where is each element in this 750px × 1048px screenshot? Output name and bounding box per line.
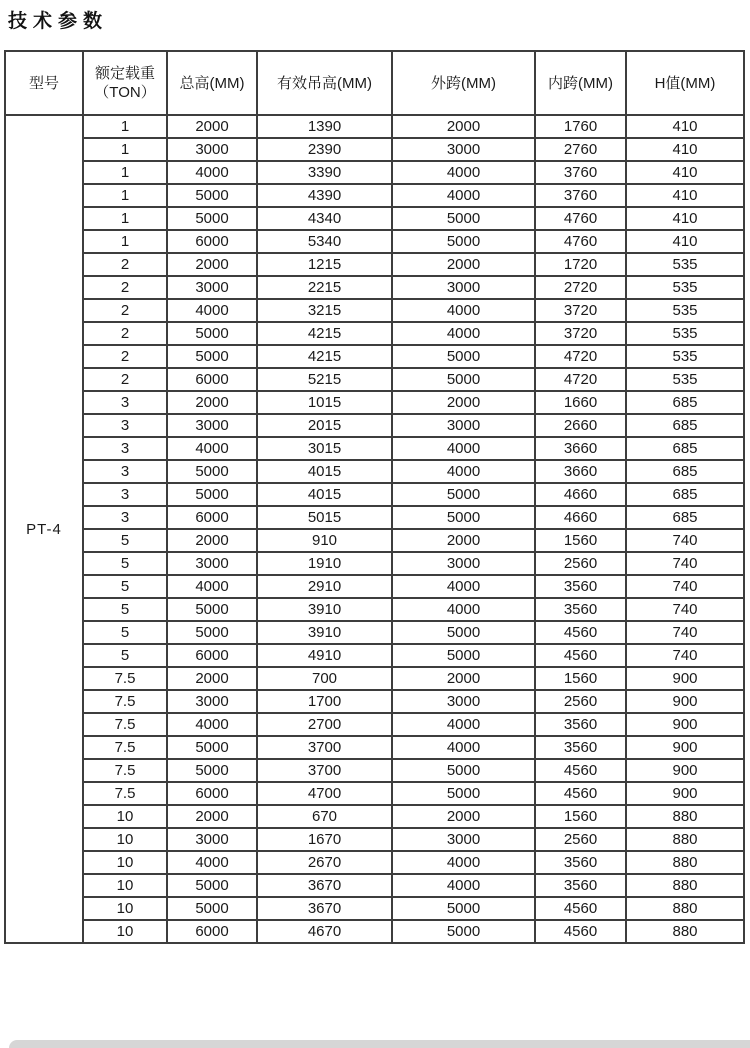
spec-cell: 1660 xyxy=(535,391,626,414)
spec-cell: 3000 xyxy=(392,552,535,575)
spec-cell: 4000 xyxy=(392,874,535,897)
spec-cell: 2670 xyxy=(257,851,392,874)
spec-cell: 10 xyxy=(83,920,167,943)
spec-cell: 7.5 xyxy=(83,759,167,782)
spec-cell: 4910 xyxy=(257,644,392,667)
spec-cell: 1670 xyxy=(257,828,392,851)
spec-cell: 4000 xyxy=(167,713,257,736)
spec-cell: 2000 xyxy=(392,391,535,414)
spec-cell: 2000 xyxy=(167,529,257,552)
spec-cell: 5000 xyxy=(392,644,535,667)
spec-cell: 2 xyxy=(83,345,167,368)
spec-cell: 1560 xyxy=(535,805,626,828)
spec-cell: 4000 xyxy=(392,851,535,874)
spec-cell: 4700 xyxy=(257,782,392,805)
spec-cell: 3215 xyxy=(257,299,392,322)
spec-cell: 5340 xyxy=(257,230,392,253)
spec-cell: 5000 xyxy=(392,506,535,529)
spec-cell: 10 xyxy=(83,897,167,920)
spec-cell: 4000 xyxy=(167,575,257,598)
spec-cell: 4000 xyxy=(392,161,535,184)
table-row xyxy=(5,322,744,345)
col-header-outer-span xyxy=(392,51,535,115)
spec-cell: 5000 xyxy=(392,621,535,644)
spec-cell: 2015 xyxy=(257,414,392,437)
spec-cell: 4000 xyxy=(392,736,535,759)
spec-cell: 685 xyxy=(626,483,744,506)
spec-cell: 670 xyxy=(257,805,392,828)
spec-cell: 535 xyxy=(626,299,744,322)
header-row xyxy=(5,51,744,115)
spec-cell: 3660 xyxy=(535,460,626,483)
spec-cell: 900 xyxy=(626,782,744,805)
spec-cell: 3000 xyxy=(392,690,535,713)
spec-cell: 3670 xyxy=(257,897,392,920)
spec-cell: 685 xyxy=(626,460,744,483)
spec-cell: 410 xyxy=(626,207,744,230)
spec-cell: 685 xyxy=(626,506,744,529)
spec-cell: 5000 xyxy=(392,483,535,506)
spec-cell: 1015 xyxy=(257,391,392,414)
spec-cell: 900 xyxy=(626,667,744,690)
spec-cell: 3 xyxy=(83,391,167,414)
spec-cell: 3760 xyxy=(535,161,626,184)
spec-cell: 7.5 xyxy=(83,736,167,759)
spec-cell: 7.5 xyxy=(83,782,167,805)
table-row xyxy=(5,736,744,759)
table-row xyxy=(5,299,744,322)
spec-cell: 4390 xyxy=(257,184,392,207)
table-row xyxy=(5,897,744,920)
spec-cell: 6000 xyxy=(167,368,257,391)
spec-cell: 2000 xyxy=(167,805,257,828)
spec-cell: 535 xyxy=(626,322,744,345)
spec-cell: 4215 xyxy=(257,345,392,368)
spec-cell: 4015 xyxy=(257,483,392,506)
spec-cell: 2660 xyxy=(535,414,626,437)
spec-cell: 3000 xyxy=(167,414,257,437)
table-row xyxy=(5,529,744,552)
spec-cell: 3720 xyxy=(535,322,626,345)
spec-cell: 2000 xyxy=(167,115,257,138)
col-header-effective-lift-height xyxy=(257,51,392,115)
spec-cell: 2000 xyxy=(392,667,535,690)
spec-cell: 535 xyxy=(626,368,744,391)
spec-cell: 3560 xyxy=(535,598,626,621)
table-row xyxy=(5,552,744,575)
spec-cell: 880 xyxy=(626,874,744,897)
spec-cell: 6000 xyxy=(167,230,257,253)
spec-cell: 1910 xyxy=(257,552,392,575)
spec-cell: 5000 xyxy=(392,920,535,943)
spec-cell: 10 xyxy=(83,851,167,874)
spec-cell: 2910 xyxy=(257,575,392,598)
spec-cell: 2 xyxy=(83,368,167,391)
spec-cell: 2000 xyxy=(392,805,535,828)
spec-cell: 4720 xyxy=(535,345,626,368)
spec-cell: 4340 xyxy=(257,207,392,230)
spec-cell: 7.5 xyxy=(83,667,167,690)
spec-cell: 7.5 xyxy=(83,690,167,713)
spec-cell: 2390 xyxy=(257,138,392,161)
table-row xyxy=(5,851,744,874)
spec-cell: 3910 xyxy=(257,621,392,644)
spec-cell: 685 xyxy=(626,437,744,460)
spec-cell: 3000 xyxy=(392,414,535,437)
spec-cell: 1700 xyxy=(257,690,392,713)
spec-cell: 5000 xyxy=(392,368,535,391)
table-row xyxy=(5,184,744,207)
spec-cell: 3560 xyxy=(535,713,626,736)
spec-cell: 1 xyxy=(83,230,167,253)
spec-cell: 1 xyxy=(83,161,167,184)
spec-cell: 4560 xyxy=(535,782,626,805)
table-row xyxy=(5,437,744,460)
spec-cell: 6000 xyxy=(167,920,257,943)
spec-cell: 3000 xyxy=(392,276,535,299)
spec-cell: 3390 xyxy=(257,161,392,184)
spec-cell: 2000 xyxy=(392,253,535,276)
spec-cell: 2 xyxy=(83,299,167,322)
table-row xyxy=(5,782,744,805)
section-divider xyxy=(9,1040,750,1048)
spec-cell: 3 xyxy=(83,506,167,529)
spec-cell: 3 xyxy=(83,460,167,483)
table-row xyxy=(5,575,744,598)
table-row xyxy=(5,207,744,230)
spec-cell: 535 xyxy=(626,253,744,276)
spec-cell: 5000 xyxy=(167,460,257,483)
spec-cell: 4760 xyxy=(535,230,626,253)
spec-cell: 10 xyxy=(83,805,167,828)
spec-cell: 880 xyxy=(626,851,744,874)
spec-cell: 3000 xyxy=(167,138,257,161)
spec-cell: 4000 xyxy=(167,161,257,184)
spec-cell: 3700 xyxy=(257,759,392,782)
spec-cell: 5000 xyxy=(167,345,257,368)
spec-cell: 3000 xyxy=(167,690,257,713)
table-row xyxy=(5,483,744,506)
spec-cell: 3560 xyxy=(535,575,626,598)
table-row xyxy=(5,414,744,437)
spec-cell: 3 xyxy=(83,483,167,506)
spec-cell: 3 xyxy=(83,437,167,460)
spec-cell: 2560 xyxy=(535,828,626,851)
spec-cell: 740 xyxy=(626,575,744,598)
spec-cell: 2 xyxy=(83,322,167,345)
spec-cell: 10 xyxy=(83,874,167,897)
spec-cell: 6000 xyxy=(167,782,257,805)
spec-cell: 5000 xyxy=(167,897,257,920)
spec-cell: 535 xyxy=(626,276,744,299)
spec-cell: 3760 xyxy=(535,184,626,207)
table-row xyxy=(5,161,744,184)
table-row xyxy=(5,828,744,851)
spec-cell: 4000 xyxy=(392,299,535,322)
table-row xyxy=(5,805,744,828)
table-row xyxy=(5,667,744,690)
spec-cell: 3700 xyxy=(257,736,392,759)
spec-cell: 5000 xyxy=(167,322,257,345)
spec-cell: 5 xyxy=(83,621,167,644)
spec-cell: 5000 xyxy=(167,207,257,230)
table-row xyxy=(5,345,744,368)
spec-cell: 4000 xyxy=(392,322,535,345)
spec-cell: 5 xyxy=(83,552,167,575)
spec-cell: 1560 xyxy=(535,667,626,690)
spec-cell: 2000 xyxy=(167,391,257,414)
spec-cell: 4560 xyxy=(535,920,626,943)
spec-cell: 900 xyxy=(626,736,744,759)
col-header-h-value-label: H值(MM) xyxy=(654,74,716,92)
spec-cell: 4670 xyxy=(257,920,392,943)
spec-cell: 3660 xyxy=(535,437,626,460)
spec-cell: 2560 xyxy=(535,552,626,575)
spec-cell: 410 xyxy=(626,184,744,207)
table-row xyxy=(5,253,744,276)
spec-cell: 880 xyxy=(626,805,744,828)
spec-cell: 3670 xyxy=(257,874,392,897)
spec-cell: 5000 xyxy=(392,345,535,368)
spec-cell: 3560 xyxy=(535,874,626,897)
spec-cell: 5000 xyxy=(392,207,535,230)
spec-cell: 5 xyxy=(83,644,167,667)
table-row xyxy=(5,874,744,897)
table-row xyxy=(5,713,744,736)
table-row xyxy=(5,759,744,782)
spec-cell: 5000 xyxy=(392,759,535,782)
col-header-total-height xyxy=(167,51,257,115)
spec-cell: 4000 xyxy=(392,437,535,460)
spec-cell: 5000 xyxy=(167,621,257,644)
spec-cell: 6000 xyxy=(167,644,257,667)
spec-cell: 740 xyxy=(626,552,744,575)
table-row xyxy=(5,115,744,138)
spec-cell: 1 xyxy=(83,184,167,207)
spec-cell: 4720 xyxy=(535,368,626,391)
spec-cell: 685 xyxy=(626,414,744,437)
table-row xyxy=(5,920,744,943)
spec-cell: 1760 xyxy=(535,115,626,138)
spec-cell: 4000 xyxy=(167,299,257,322)
spec-cell: 5000 xyxy=(167,874,257,897)
spec-cell: 5000 xyxy=(392,230,535,253)
spec-cell: 3000 xyxy=(392,828,535,851)
col-header-model xyxy=(5,51,83,115)
spec-cell: 2000 xyxy=(167,667,257,690)
spec-cell: 1 xyxy=(83,115,167,138)
spec-cell: 4560 xyxy=(535,897,626,920)
spec-cell: 2 xyxy=(83,253,167,276)
spec-cell: 3000 xyxy=(167,276,257,299)
col-header-inner-span-label: 内跨(MM) xyxy=(548,74,613,92)
table-row xyxy=(5,391,744,414)
spec-cell: 535 xyxy=(626,345,744,368)
spec-cell: 4215 xyxy=(257,322,392,345)
table-row xyxy=(5,644,744,667)
table-row xyxy=(5,621,744,644)
spec-cell: 740 xyxy=(626,644,744,667)
spec-cell: 5000 xyxy=(392,897,535,920)
spec-cell: 5015 xyxy=(257,506,392,529)
spec-cell: 5215 xyxy=(257,368,392,391)
spec-cell: 3 xyxy=(83,414,167,437)
spec-cell: 4560 xyxy=(535,621,626,644)
spec-cell: 1 xyxy=(83,207,167,230)
col-header-rated-load-line2: （TON） xyxy=(94,84,156,101)
spec-cell: 5000 xyxy=(167,736,257,759)
spec-cell: 5 xyxy=(83,575,167,598)
spec-cell: 10 xyxy=(83,828,167,851)
spec-cell: 1560 xyxy=(535,529,626,552)
spec-cell: 7.5 xyxy=(83,713,167,736)
table-row xyxy=(5,230,744,253)
spec-cell: 2215 xyxy=(257,276,392,299)
spec-cell: 3910 xyxy=(257,598,392,621)
spec-cell: 4000 xyxy=(167,851,257,874)
spec-cell: 3560 xyxy=(535,736,626,759)
spec-cell: 4660 xyxy=(535,483,626,506)
spec-cell: 700 xyxy=(257,667,392,690)
spec-cell: 3015 xyxy=(257,437,392,460)
spec-cell: 900 xyxy=(626,713,744,736)
spec-cell: 1390 xyxy=(257,115,392,138)
spec-cell: 4000 xyxy=(167,437,257,460)
spec-cell: 1 xyxy=(83,138,167,161)
spec-cell: 910 xyxy=(257,529,392,552)
spec-cell: 3000 xyxy=(167,552,257,575)
page-title: 技术参数 xyxy=(8,11,109,32)
spec-cell: 4015 xyxy=(257,460,392,483)
spec-cell: 1720 xyxy=(535,253,626,276)
table-row xyxy=(5,690,744,713)
spec-cell: 3720 xyxy=(535,299,626,322)
spec-cell: 5000 xyxy=(167,184,257,207)
col-header-h-value xyxy=(626,51,744,115)
col-header-rated-load xyxy=(83,51,167,115)
spec-cell: 6000 xyxy=(167,506,257,529)
table-row xyxy=(5,276,744,299)
spec-cell: 740 xyxy=(626,529,744,552)
spec-cell: 410 xyxy=(626,161,744,184)
spec-cell: 3560 xyxy=(535,851,626,874)
spec-cell: 4660 xyxy=(535,506,626,529)
col-header-effective-lift-height-label: 有效吊高(MM) xyxy=(277,74,372,92)
col-header-inner-span xyxy=(535,51,626,115)
table-row xyxy=(5,598,744,621)
spec-cell: 5000 xyxy=(167,759,257,782)
spec-cell: 5 xyxy=(83,598,167,621)
col-header-outer-span-label: 外跨(MM) xyxy=(431,74,496,92)
spec-cell: 4560 xyxy=(535,644,626,667)
spec-cell: 4000 xyxy=(392,460,535,483)
table-row xyxy=(5,368,744,391)
spec-cell: 3000 xyxy=(392,138,535,161)
spec-cell: 2000 xyxy=(392,115,535,138)
spec-cell: 2720 xyxy=(535,276,626,299)
spec-cell: 3000 xyxy=(167,828,257,851)
spec-cell: 4000 xyxy=(392,598,535,621)
table-row xyxy=(5,460,744,483)
spec-cell: 5 xyxy=(83,529,167,552)
table-row xyxy=(5,506,744,529)
spec-cell: 880 xyxy=(626,897,744,920)
spec-cell: 4000 xyxy=(392,713,535,736)
spec-cell: 5000 xyxy=(167,598,257,621)
spec-cell: 410 xyxy=(626,230,744,253)
spec-cell: 740 xyxy=(626,621,744,644)
spec-cell: 2700 xyxy=(257,713,392,736)
spec-cell: 2000 xyxy=(167,253,257,276)
spec-cell: 4560 xyxy=(535,759,626,782)
spec-cell: 880 xyxy=(626,828,744,851)
spec-cell: 2560 xyxy=(535,690,626,713)
spec-cell: 4000 xyxy=(392,575,535,598)
col-header-rated-load-line1: 额定载重 xyxy=(94,65,155,82)
spec-cell: 900 xyxy=(626,690,744,713)
spec-cell: 5000 xyxy=(167,483,257,506)
spec-cell: 1215 xyxy=(257,253,392,276)
spec-cell: 2760 xyxy=(535,138,626,161)
spec-cell: 410 xyxy=(626,115,744,138)
spec-cell: 740 xyxy=(626,598,744,621)
spec-table xyxy=(4,50,745,944)
spec-cell: 4760 xyxy=(535,207,626,230)
spec-cell: 900 xyxy=(626,759,744,782)
spec-cell: 685 xyxy=(626,391,744,414)
spec-cell: 2 xyxy=(83,276,167,299)
table-row xyxy=(5,138,744,161)
col-header-total-height-label: 总高(MM) xyxy=(179,74,245,92)
spec-cell: 410 xyxy=(626,138,744,161)
spec-cell: 5000 xyxy=(392,782,535,805)
spec-cell: 880 xyxy=(626,920,744,943)
spec-cell: 4000 xyxy=(392,184,535,207)
model-cell: PT-4 xyxy=(5,115,83,943)
spec-cell: 2000 xyxy=(392,529,535,552)
col-header-model-label: 型号 xyxy=(28,74,59,92)
